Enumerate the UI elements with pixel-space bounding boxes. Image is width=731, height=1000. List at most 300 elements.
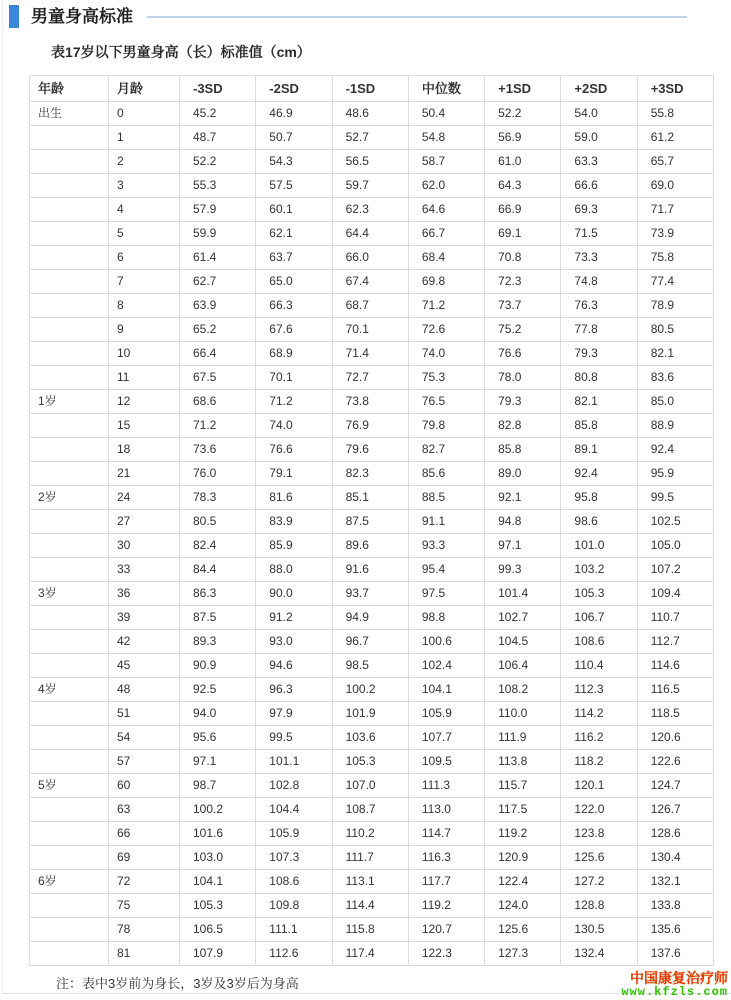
value-cell: 132.1 — [637, 870, 713, 894]
value-cell: 108.2 — [485, 678, 561, 702]
month-cell: 2 — [109, 150, 180, 174]
value-cell: 69.3 — [561, 198, 637, 222]
value-cell: 86.3 — [180, 582, 256, 606]
age-cell — [30, 198, 109, 222]
watermark-site-url: www.kfzls.com — [621, 985, 728, 1000]
value-cell: 68.7 — [332, 294, 408, 318]
table-row — [30, 294, 714, 318]
value-cell: 89.6 — [332, 534, 408, 558]
value-cell: 105.3 — [180, 894, 256, 918]
value-cell: 105.3 — [561, 582, 637, 606]
value-cell: 123.8 — [561, 822, 637, 846]
value-cell: 132.4 — [561, 942, 637, 966]
value-cell: 59.7 — [332, 174, 408, 198]
value-cell: 99.5 — [637, 486, 713, 510]
table-body — [30, 102, 714, 966]
table-row — [30, 342, 714, 366]
age-cell — [30, 918, 109, 942]
value-cell: 111.3 — [408, 774, 484, 798]
value-cell: 79.3 — [561, 342, 637, 366]
table-row — [30, 894, 714, 918]
month-cell: 42 — [109, 630, 180, 654]
value-cell: 114.4 — [332, 894, 408, 918]
table-row — [30, 702, 714, 726]
value-cell: 93.7 — [332, 582, 408, 606]
value-cell: 75.3 — [408, 366, 484, 390]
value-cell: 83.6 — [637, 366, 713, 390]
value-cell: 105.9 — [408, 702, 484, 726]
value-cell: 52.2 — [485, 102, 561, 126]
value-cell: 100.2 — [180, 798, 256, 822]
age-cell: 6岁 — [30, 870, 109, 894]
value-cell: 85.0 — [637, 390, 713, 414]
table-row — [30, 438, 714, 462]
value-cell: 104.5 — [485, 630, 561, 654]
age-cell — [30, 822, 109, 846]
value-cell: 104.4 — [256, 798, 332, 822]
value-cell: 101.1 — [256, 750, 332, 774]
value-cell: 107.3 — [256, 846, 332, 870]
value-cell: 108.7 — [332, 798, 408, 822]
month-cell: 48 — [109, 678, 180, 702]
value-cell: 117.4 — [332, 942, 408, 966]
value-cell: 77.4 — [637, 270, 713, 294]
value-cell: 68.4 — [408, 246, 484, 270]
value-cell: 113.0 — [408, 798, 484, 822]
month-cell: 27 — [109, 510, 180, 534]
table-row — [30, 726, 714, 750]
table-row — [30, 102, 714, 126]
table-row — [30, 918, 714, 942]
value-cell: 102.8 — [256, 774, 332, 798]
value-cell: 107.7 — [408, 726, 484, 750]
value-cell: 66.4 — [180, 342, 256, 366]
value-cell: 105.3 — [332, 750, 408, 774]
value-cell: 56.9 — [485, 126, 561, 150]
value-cell: 91.2 — [256, 606, 332, 630]
table-row — [30, 150, 714, 174]
value-cell: 82.7 — [408, 438, 484, 462]
month-cell: 15 — [109, 414, 180, 438]
value-cell: 115.7 — [485, 774, 561, 798]
table-row — [30, 198, 714, 222]
value-cell: 93.3 — [408, 534, 484, 558]
age-cell — [30, 246, 109, 270]
value-cell: 92.1 — [485, 486, 561, 510]
month-cell: 30 — [109, 534, 180, 558]
table-row — [30, 414, 714, 438]
value-cell: 125.6 — [561, 846, 637, 870]
height-standard-table — [29, 75, 714, 966]
month-cell: 4 — [109, 198, 180, 222]
value-cell: 91.6 — [332, 558, 408, 582]
value-cell: 98.7 — [180, 774, 256, 798]
age-cell: 2岁 — [30, 486, 109, 510]
value-cell: 124.7 — [637, 774, 713, 798]
value-cell: 113.8 — [485, 750, 561, 774]
table-row — [30, 318, 714, 342]
value-cell: 94.9 — [332, 606, 408, 630]
value-cell: 63.3 — [561, 150, 637, 174]
month-cell: 33 — [109, 558, 180, 582]
value-cell: 48.6 — [332, 102, 408, 126]
value-cell: 63.9 — [180, 294, 256, 318]
table-row — [30, 606, 714, 630]
value-cell: 67.5 — [180, 366, 256, 390]
value-cell: 66.9 — [485, 198, 561, 222]
value-cell: 112.7 — [637, 630, 713, 654]
value-cell: 79.3 — [485, 390, 561, 414]
value-cell: 126.7 — [637, 798, 713, 822]
age-cell: 出生 — [30, 102, 109, 126]
value-cell: 85.6 — [408, 462, 484, 486]
value-cell: 89.3 — [180, 630, 256, 654]
value-cell: 95.9 — [637, 462, 713, 486]
value-cell: 85.8 — [561, 414, 637, 438]
value-cell: 59.0 — [561, 126, 637, 150]
table-row — [30, 486, 714, 510]
value-cell: 94.8 — [485, 510, 561, 534]
table-row — [30, 822, 714, 846]
table-row — [30, 870, 714, 894]
value-cell: 107.2 — [637, 558, 713, 582]
value-cell: 79.8 — [408, 414, 484, 438]
value-cell: 71.2 — [408, 294, 484, 318]
value-cell: 66.7 — [408, 222, 484, 246]
value-cell: 82.4 — [180, 534, 256, 558]
table-row — [30, 558, 714, 582]
value-cell: 110.7 — [637, 606, 713, 630]
value-cell: 73.8 — [332, 390, 408, 414]
value-cell: 91.1 — [408, 510, 484, 534]
value-cell: 97.1 — [180, 750, 256, 774]
value-cell: 87.5 — [180, 606, 256, 630]
value-cell: 67.4 — [332, 270, 408, 294]
value-cell: 72.7 — [332, 366, 408, 390]
value-cell: 56.5 — [332, 150, 408, 174]
age-cell — [30, 150, 109, 174]
value-cell: 122.6 — [637, 750, 713, 774]
month-cell: 21 — [109, 462, 180, 486]
age-cell — [30, 606, 109, 630]
value-cell: 54.0 — [561, 102, 637, 126]
age-cell — [30, 510, 109, 534]
month-cell: 11 — [109, 366, 180, 390]
age-cell — [30, 342, 109, 366]
value-cell: 62.1 — [256, 222, 332, 246]
value-cell: 73.6 — [180, 438, 256, 462]
value-cell: 120.1 — [561, 774, 637, 798]
month-cell: 45 — [109, 654, 180, 678]
value-cell: 110.4 — [561, 654, 637, 678]
value-cell: 64.3 — [485, 174, 561, 198]
value-cell: 92.4 — [561, 462, 637, 486]
value-cell: 92.4 — [637, 438, 713, 462]
age-cell — [30, 438, 109, 462]
value-cell: 48.7 — [180, 126, 256, 150]
value-cell: 76.6 — [256, 438, 332, 462]
value-cell: 109.8 — [256, 894, 332, 918]
month-cell: 78 — [109, 918, 180, 942]
month-cell: 18 — [109, 438, 180, 462]
age-cell: 3岁 — [30, 582, 109, 606]
table-row — [30, 270, 714, 294]
value-cell: 114.7 — [408, 822, 484, 846]
value-cell: 96.3 — [256, 678, 332, 702]
table-row — [30, 462, 714, 486]
age-cell — [30, 558, 109, 582]
value-cell: 78.9 — [637, 294, 713, 318]
age-cell — [30, 294, 109, 318]
table-caption: 表17岁以下男童身高（长）标准值（cm） — [51, 44, 311, 60]
value-cell: 79.6 — [332, 438, 408, 462]
value-cell: 57.5 — [256, 174, 332, 198]
value-cell: 99.5 — [256, 726, 332, 750]
value-cell: 101.6 — [180, 822, 256, 846]
value-cell: 62.7 — [180, 270, 256, 294]
value-cell: 128.6 — [637, 822, 713, 846]
value-cell: 97.1 — [485, 534, 561, 558]
month-cell: 72 — [109, 870, 180, 894]
value-cell: 70.8 — [485, 246, 561, 270]
value-cell: 90.0 — [256, 582, 332, 606]
value-cell: 78.3 — [180, 486, 256, 510]
value-cell: 103.0 — [180, 846, 256, 870]
value-cell: 122.3 — [408, 942, 484, 966]
month-cell: 81 — [109, 942, 180, 966]
month-cell: 6 — [109, 246, 180, 270]
value-cell: 70.1 — [256, 366, 332, 390]
value-cell: 61.4 — [180, 246, 256, 270]
value-cell: 88.0 — [256, 558, 332, 582]
value-cell: 107.9 — [180, 942, 256, 966]
month-cell: 60 — [109, 774, 180, 798]
age-cell — [30, 222, 109, 246]
value-cell: 80.8 — [561, 366, 637, 390]
watermark-site-name: 中国康复治疗师 — [630, 970, 728, 986]
value-cell: 83.9 — [256, 510, 332, 534]
value-cell: 66.0 — [332, 246, 408, 270]
value-cell: 66.6 — [561, 174, 637, 198]
value-cell: 127.3 — [485, 942, 561, 966]
value-cell: 122.0 — [561, 798, 637, 822]
value-cell: 127.2 — [561, 870, 637, 894]
value-cell: 112.6 — [256, 942, 332, 966]
age-cell — [30, 126, 109, 150]
value-cell: 84.4 — [180, 558, 256, 582]
value-cell: 105.9 — [256, 822, 332, 846]
table-row — [30, 654, 714, 678]
value-cell: 94.0 — [180, 702, 256, 726]
table-row — [30, 582, 714, 606]
table-row — [30, 510, 714, 534]
value-cell: 114.6 — [637, 654, 713, 678]
column-header-5: 中位数 — [408, 76, 484, 102]
column-header-7: +2SD — [561, 76, 637, 102]
value-cell: 116.5 — [637, 678, 713, 702]
value-cell: 71.2 — [180, 414, 256, 438]
value-cell: 73.7 — [485, 294, 561, 318]
value-cell: 76.5 — [408, 390, 484, 414]
value-cell: 61.2 — [637, 126, 713, 150]
age-cell — [30, 798, 109, 822]
value-cell: 50.7 — [256, 126, 332, 150]
value-cell: 125.6 — [485, 918, 561, 942]
table-note: 注：表中3岁前为身长，3岁及3岁后为身高 — [56, 976, 299, 991]
table-row — [30, 846, 714, 870]
value-cell: 55.3 — [180, 174, 256, 198]
age-cell — [30, 534, 109, 558]
age-cell — [30, 750, 109, 774]
value-cell: 130.4 — [637, 846, 713, 870]
age-cell: 1岁 — [30, 390, 109, 414]
value-cell: 82.1 — [637, 342, 713, 366]
value-cell: 82.8 — [485, 414, 561, 438]
value-cell: 80.5 — [180, 510, 256, 534]
value-cell: 78.0 — [485, 366, 561, 390]
table-row — [30, 390, 714, 414]
value-cell: 52.2 — [180, 150, 256, 174]
age-cell — [30, 726, 109, 750]
value-cell: 89.0 — [485, 462, 561, 486]
value-cell: 112.3 — [561, 678, 637, 702]
value-cell: 109.5 — [408, 750, 484, 774]
value-cell: 71.4 — [332, 342, 408, 366]
value-cell: 111.9 — [485, 726, 561, 750]
value-cell: 59.9 — [180, 222, 256, 246]
table-row — [30, 246, 714, 270]
value-cell: 52.7 — [332, 126, 408, 150]
value-cell: 71.5 — [561, 222, 637, 246]
value-cell: 82.1 — [561, 390, 637, 414]
value-cell: 113.1 — [332, 870, 408, 894]
table-row — [30, 534, 714, 558]
value-cell: 122.4 — [485, 870, 561, 894]
value-cell: 95.4 — [408, 558, 484, 582]
month-cell: 39 — [109, 606, 180, 630]
table-row — [30, 774, 714, 798]
value-cell: 109.4 — [637, 582, 713, 606]
value-cell: 74.0 — [256, 414, 332, 438]
value-cell: 71.7 — [637, 198, 713, 222]
age-cell — [30, 654, 109, 678]
value-cell: 61.0 — [485, 150, 561, 174]
value-cell: 106.7 — [561, 606, 637, 630]
page-title: 男童身高标准 — [31, 7, 133, 26]
age-cell — [30, 414, 109, 438]
value-cell: 81.6 — [256, 486, 332, 510]
value-cell: 120.9 — [485, 846, 561, 870]
table-row — [30, 630, 714, 654]
page-container — [2, 0, 731, 1000]
value-cell: 111.1 — [256, 918, 332, 942]
value-cell: 108.6 — [561, 630, 637, 654]
page-footer — [3, 970, 731, 1000]
value-cell: 60.1 — [256, 198, 332, 222]
value-cell: 85.9 — [256, 534, 332, 558]
value-cell: 102.5 — [637, 510, 713, 534]
value-cell: 98.8 — [408, 606, 484, 630]
title-accent-bar — [9, 5, 19, 28]
month-cell: 0 — [109, 102, 180, 126]
value-cell: 118.2 — [561, 750, 637, 774]
value-cell: 79.1 — [256, 462, 332, 486]
month-cell: 57 — [109, 750, 180, 774]
value-cell: 106.4 — [485, 654, 561, 678]
age-cell — [30, 846, 109, 870]
value-cell: 63.7 — [256, 246, 332, 270]
value-cell: 124.0 — [485, 894, 561, 918]
value-cell: 92.5 — [180, 678, 256, 702]
value-cell: 104.1 — [180, 870, 256, 894]
age-cell — [30, 702, 109, 726]
age-cell — [30, 270, 109, 294]
value-cell: 54.8 — [408, 126, 484, 150]
age-cell — [30, 366, 109, 390]
value-cell: 88.5 — [408, 486, 484, 510]
value-cell: 98.6 — [561, 510, 637, 534]
month-cell: 12 — [109, 390, 180, 414]
watermark — [621, 970, 728, 1000]
value-cell: 82.3 — [332, 462, 408, 486]
value-cell: 98.5 — [332, 654, 408, 678]
value-cell: 96.7 — [332, 630, 408, 654]
value-cell: 58.7 — [408, 150, 484, 174]
value-cell: 67.6 — [256, 318, 332, 342]
value-cell: 95.8 — [561, 486, 637, 510]
age-cell: 5岁 — [30, 774, 109, 798]
column-header-8: +3SD — [637, 76, 713, 102]
table-row — [30, 222, 714, 246]
value-cell: 102.7 — [485, 606, 561, 630]
value-cell: 101.9 — [332, 702, 408, 726]
month-cell: 24 — [109, 486, 180, 510]
value-cell: 64.4 — [332, 222, 408, 246]
value-cell: 57.9 — [180, 198, 256, 222]
value-cell: 66.3 — [256, 294, 332, 318]
value-cell: 119.2 — [485, 822, 561, 846]
value-cell: 137.6 — [637, 942, 713, 966]
month-cell: 3 — [109, 174, 180, 198]
value-cell: 119.2 — [408, 894, 484, 918]
value-cell: 97.9 — [256, 702, 332, 726]
value-cell: 120.6 — [637, 726, 713, 750]
month-cell: 5 — [109, 222, 180, 246]
age-cell — [30, 462, 109, 486]
value-cell: 55.8 — [637, 102, 713, 126]
value-cell: 65.0 — [256, 270, 332, 294]
value-cell: 46.9 — [256, 102, 332, 126]
value-cell: 128.8 — [561, 894, 637, 918]
column-header-2: -3SD — [180, 76, 256, 102]
value-cell: 65.2 — [180, 318, 256, 342]
value-cell: 73.9 — [637, 222, 713, 246]
age-cell — [30, 174, 109, 198]
month-cell: 63 — [109, 798, 180, 822]
month-cell: 36 — [109, 582, 180, 606]
value-cell: 88.9 — [637, 414, 713, 438]
value-cell: 116.2 — [561, 726, 637, 750]
month-cell: 9 — [109, 318, 180, 342]
value-cell: 77.8 — [561, 318, 637, 342]
value-cell: 115.8 — [332, 918, 408, 942]
value-cell: 104.1 — [408, 678, 484, 702]
value-cell: 94.6 — [256, 654, 332, 678]
table-row — [30, 174, 714, 198]
month-cell: 66 — [109, 822, 180, 846]
value-cell: 87.5 — [332, 510, 408, 534]
month-cell: 54 — [109, 726, 180, 750]
